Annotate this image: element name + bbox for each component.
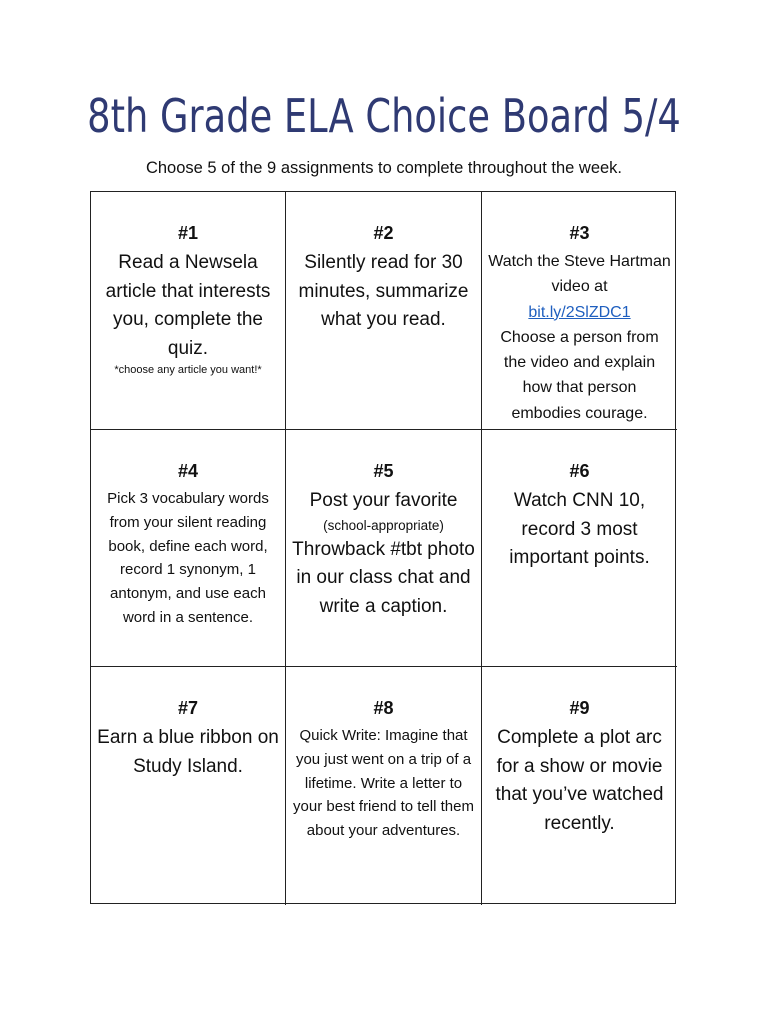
choice-number: #5 xyxy=(373,461,394,481)
choice-text xyxy=(488,249,671,426)
choice-cell-9 xyxy=(482,667,677,905)
choice-cell-8 xyxy=(286,667,482,905)
choice-number: #6 xyxy=(569,461,590,481)
choice-number: #4 xyxy=(177,461,199,481)
choice-number: #1 xyxy=(177,223,199,243)
choice-cell-4 xyxy=(91,430,286,667)
choice-cell-3 xyxy=(482,192,677,430)
choice-cell-6 xyxy=(482,430,677,667)
choice-number: #9 xyxy=(569,698,590,718)
choice-text: Pick 3 vocabulary words from your silent reading book, define each word, record 1 synonym, 1 antonym, and use each word in a sentence. xyxy=(107,490,269,626)
choice-text: Earn a blue ribbon on Study Island. xyxy=(97,727,279,777)
choice-text: Watch CNN 10, record 3 most important points. xyxy=(509,490,650,568)
choice-number: #7 xyxy=(177,698,199,718)
choice-text-intro: Post your favorite xyxy=(309,490,458,511)
choice-text-intro: Watch the Steve Hartman video at xyxy=(488,253,671,296)
choice-cell-2 xyxy=(286,192,482,430)
choice-cell-5 xyxy=(286,430,482,667)
choice-text xyxy=(292,487,475,621)
choice-text: Read a Newsela article that interests you, complete the quiz. xyxy=(105,252,271,359)
page-title: 8th Grade ELA Choice Board 5/4 xyxy=(87,89,681,143)
choice-text: Silently read for 30 minutes, summarize what you read. xyxy=(298,252,469,330)
instructions: Choose 5 of the 9 assignments to complete throughout the week. xyxy=(145,159,623,177)
choice-board-grid xyxy=(90,191,676,904)
choice-cell-7 xyxy=(91,667,286,905)
choice-cell-1 xyxy=(91,192,286,430)
choice-number: #3 xyxy=(569,223,590,243)
choice-text-paren: (school-appropriate) xyxy=(323,517,444,533)
video-link[interactable]: bit.ly/2SlZDC1 xyxy=(528,303,631,321)
choice-text: Complete a plot arc for a show or movie that you’ve watched recently. xyxy=(495,727,664,834)
choice-number: #8 xyxy=(373,698,394,718)
choice-text-task: Choose a person from the video and explain how that person embodies courage. xyxy=(500,328,659,422)
choice-text: Quick Write: Imagine that you just went on a trip of a lifetime. Write a letter to your best friend to tell them about your adventures. xyxy=(293,727,474,840)
choice-text-task: Throwback #tbt photo in our class chat and write a caption. xyxy=(292,538,475,617)
choice-number: #2 xyxy=(373,223,394,243)
choice-note: *choose any article you want!* xyxy=(114,364,262,376)
